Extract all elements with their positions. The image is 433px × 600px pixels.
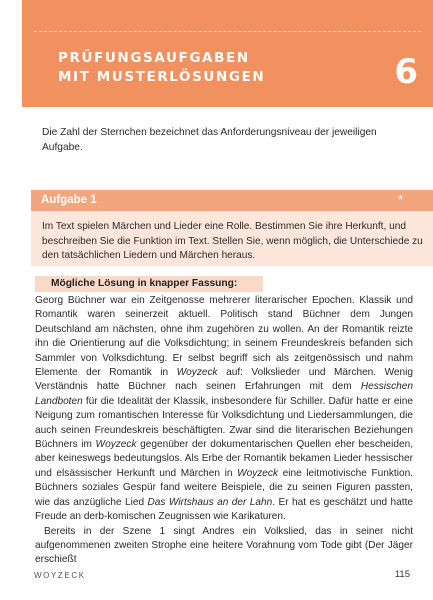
work-title: Woyzeck <box>237 467 279 479</box>
difficulty-star-icon: * <box>397 192 403 207</box>
chapter-number: 6 <box>394 52 418 92</box>
solution-paragraph <box>35 294 413 525</box>
work-title: Hessischen Landboten <box>35 381 413 407</box>
task-title: Aufgabe 1 <box>41 194 97 206</box>
task-box <box>31 211 433 266</box>
chapter-title-line1: PRÜFUNGSAUFGABEN <box>58 50 250 66</box>
task-text: Im Text spielen Märchen und Lieder eine Rolle. Bestimmen Sie ihre Herkunft, und beschreiben Sie die Funktion im Text. Stellen Sie, wenn möglich, die Unterschiede zu den tatsächlichen Liedern und Märchen heraus. <box>42 221 423 261</box>
text-run: auf: Volkslieder und Märchen. Wenig Verständnis hatte Büchner nach seinen Erfahrungen mit dem <box>35 367 414 393</box>
intro-text: Die Zahl der Sternchen bezeichnet das Anforderungsniveau der jeweiligen Aufgabe. <box>42 127 377 153</box>
page-number: 115 <box>394 569 410 580</box>
solution-paragraph: Bereits in der Szene 1 singt Andres ein Volkslied, das in seiner nicht aufgenommenen zweiten Strophe eine heitere Vorahnung vom Tode gibt (Der Jäger erschießt <box>35 525 413 566</box>
text-run: gegenüber der dokumentarischen Quellen eher bescheiden, aber keineswegs bedeutungslos. Als Erbe der Romantik bekamen Lieder hessischer und elsässischer Herkunft und Märchen in <box>35 439 413 479</box>
running-footer-title: WOYZECK <box>34 571 86 580</box>
solution-body <box>35 294 413 568</box>
solution-heading-label: Mögliche Lösung in knapper Fassung: <box>51 278 238 289</box>
work-title: Woyzeck <box>95 439 137 451</box>
text-run: Georg Büchner war ein Zeitgenosse mehrerer literarischer Epochen. Klassik und Romantik waren seinerzeit aktuell. Politisch stand Büchner dem Jungen Deutschland am nächsten, ohne ihm zugehören zu wollen. An der Romantik reizte ihn die Orientierung auf die Volksdichtung; in seinem Freundeskreis befanden sich Sammler von Volksdichtung. Er selbst begriff sich als zeitgenössisch und nahm Elemente der Romantik in <box>35 295 413 379</box>
text-run: eine leitmotivische Funktion. Büchners soziales Gespür fand weitere Beispiele, die zu seinen Figuren passten, wie das anzügliche Lied <box>35 467 413 508</box>
text-run: . Er hat es geschätzt und hatte Freude an derb-komischen Zeugnissen wie Karikaturen. <box>35 496 413 523</box>
text-run: für die Idealität der Klassik, insbesondere für Schiller. Dafür hatte er eine Neigung zum romantischen Interesse für Volksdichtung und Liedersammlungen, die auch seinen Freundeskreis beschäftigten. Zwar sind die literarischen Beziehungen Büchners im <box>35 395 413 451</box>
solution-heading <box>35 276 263 292</box>
chapter-header <box>22 0 433 107</box>
task-header <box>31 190 433 211</box>
chapter-title <box>58 49 265 87</box>
work-title: Das Wirtshaus an der Lahn <box>147 496 273 508</box>
header-divider <box>34 31 421 32</box>
work-title: Woyzeck <box>176 367 218 379</box>
chapter-title-line2: MIT MUSTERLÖSUNGEN <box>58 69 266 85</box>
